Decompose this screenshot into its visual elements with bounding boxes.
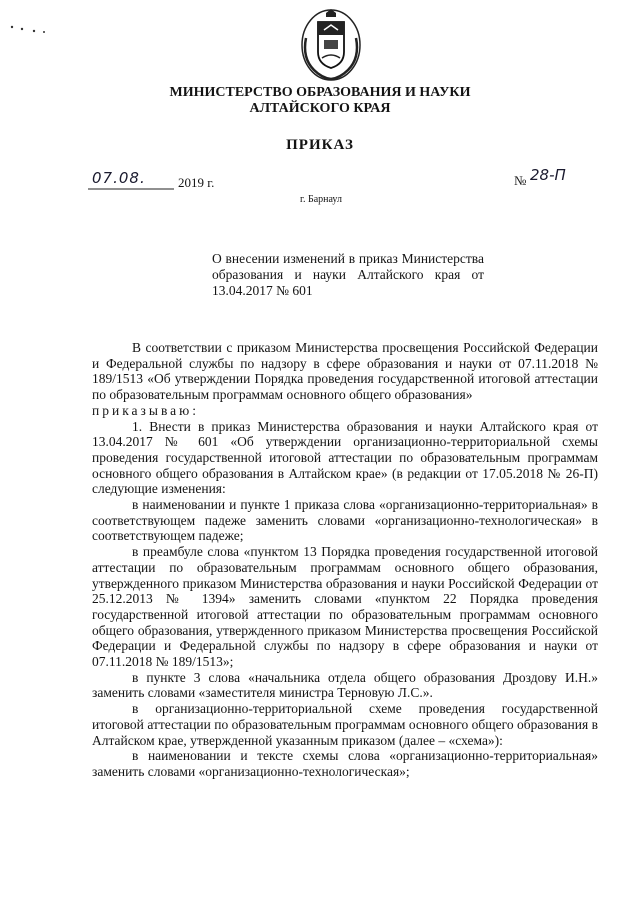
ministry-line-1: МИНИСТЕРСТВО ОБРАЗОВАНИЯ И НАУКИ <box>169 85 471 100</box>
sub-item-5: в наименовании и тексте схемы слова «организационно-территориальная» заменить словами «организационно-технологическая»; <box>92 748 598 779</box>
order-body <box>92 340 598 780</box>
document-type: ПРИКАЗ <box>286 137 354 153</box>
sub-item-4: в организационно-территориальной схеме проведения государственной итоговой аттестации по образовательным программам основного общего образования в Алтайском крае, утвержденной указанным приказом (далее – «схема»): <box>92 701 598 748</box>
number-handwritten: 28-П <box>530 166 566 184</box>
city: г. Барнаул <box>300 194 342 205</box>
order-subject: О внесении изменений в приказ Министерства образования и науки Алтайского края от 13.04.2017 № 601 <box>212 251 484 298</box>
sub-item-1: в наименовании и пункте 1 приказа слова «организационно-территориальная» в соответствующем падеже заменить словами «организационно-технологическая» в соответствующем падеже; <box>92 497 598 544</box>
number-label: № <box>514 173 527 188</box>
preamble: В соответствии с приказом Министерства просвещения Российской Федерации и Федеральной службы по надзору в сфере образования и науки от 07.11.2018 № 189/1513 «Об утверждении Порядка проведения государственной итоговой аттестации по образовательным программам основного общего образования» <box>92 340 598 403</box>
coat-of-arms-icon <box>300 8 362 82</box>
date-year: 2019 г. <box>178 175 215 190</box>
ministry-name <box>0 85 640 117</box>
date-handwritten: 07.08. <box>92 169 146 187</box>
item-1: 1. Внести в приказ Министерства образования и науки Алтайского края от 13.04.2017 № 601 «Об утверждении организационно-территориальной схемы проведения государственной итоговой аттестации по образовательным программам основного общего образования в Алтайском крае» (в редакции от 17.05.2018 № 26-П) следующие изменения: <box>92 418 598 497</box>
ministry-line-2: АЛТАЙСКОГО КРАЯ <box>249 101 391 116</box>
order-word: приказываю: <box>92 402 199 418</box>
sub-item-3: в пункте 3 слова «начальника отдела общего образования Дроздову И.Н.» заменить словами «заместителя министра Терновую Л.С.». <box>92 669 598 701</box>
scan-dots-mark <box>8 23 48 35</box>
sub-item-2: в преамбуле слова «пунктом 13 Порядка проведения государственной итоговой аттестации по образовательным программам основного общего образования, утвержденного приказом Министерства образования и науки Российской Федерации от 25.12.2013 № 1394» заменить словами «пунктом 22 Порядка проведения государственной итоговой аттестации по образовательным программам основного общего образования, утвержденного приказом Министерства просвещения Российской Федерации и Федеральной службы по надзору в сфере образования и науки от 07.11.2018 № 189/1513»; <box>92 544 598 670</box>
